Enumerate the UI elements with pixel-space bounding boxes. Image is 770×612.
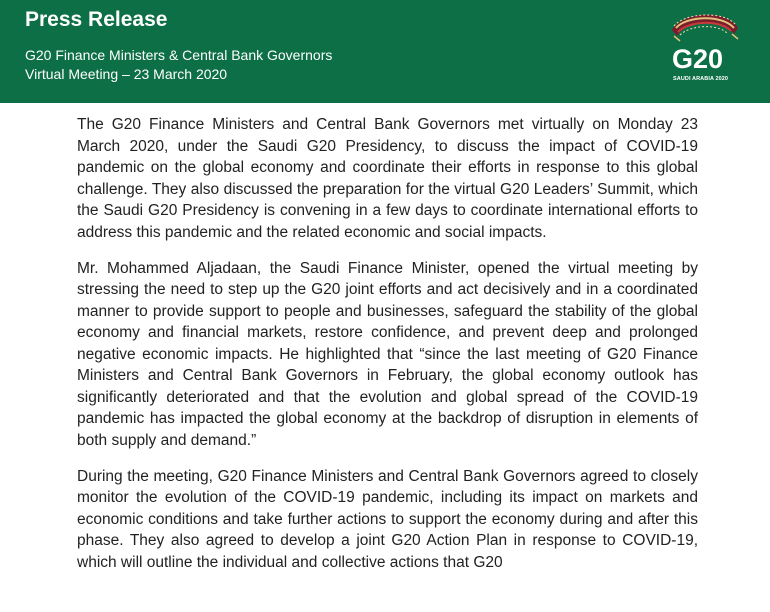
paragraph-2: Mr. Mohammed Aljadaan, the Saudi Finance Minister, opened the virtual meeting by stressing the need to step up the G20 joint efforts and act decisively and in a coordinated manner to provide support to people and businesses, safeguard the stability of the global economy and financial markets, restore confidence, and prevent deep and prolonged negative economic impacts. He highlighted that “since the last meeting of G20 Finance Ministers and Central Bank Governors in February, the global economy outlook has significantly deteriorated and that the evolution and global spread of the COVID-19 pandemic has impacted the global economy at the backdrop of disruption in elements of both supply and demand.” [77, 259, 698, 449]
header-subtitle-meeting: G20 Finance Ministers & Central Bank Governors [25, 47, 333, 63]
press-release-body [77, 114, 698, 588]
g20-logo-text: G20 [672, 44, 724, 74]
g20-logo [668, 8, 742, 88]
g20-saudi-logo-icon [668, 8, 742, 48]
page-title: Press Release [25, 8, 168, 31]
g20-logo-subtext: SAUDI ARABIA 2020 [673, 76, 729, 82]
paragraph-1: The G20 Finance Ministers and Central Bank Governors met virtually on Monday 23 March 2020, under the Saudi G20 Presidency, to discuss the impact of COVID-19 pandemic on the global economy and coordinate their efforts in response to this global challenge. They also discussed the preparation for the virtual G20 Leaders’ Summit, which the Saudi G20 Presidency is convening in a few days to coordinate international efforts to address this pandemic and the related economic and social impacts. [77, 116, 698, 241]
header-subtitle-date: Virtual Meeting – 23 March 2020 [25, 66, 228, 82]
paragraph-3: During the meeting, G20 Finance Ministers and Central Bank Governors agreed to closely monitor the evolution of the COVID-19 pandemic, including its impact on markets and economic conditions and take further actions to support the economy during and after this phase. They also agreed to develop a joint G20 Action Plan in response to COVID-19, which will outline the individual and collective actions that G20 [77, 467, 698, 571]
header-banner [0, 0, 770, 103]
